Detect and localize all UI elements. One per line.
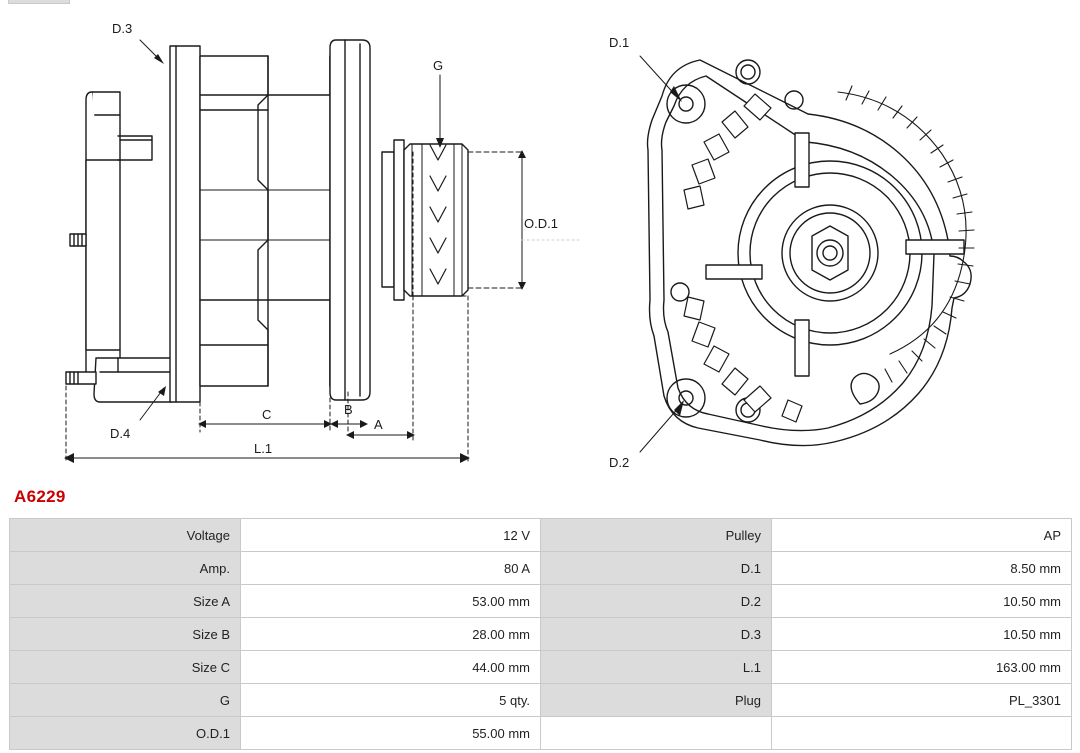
spec-key: D.2 — [541, 585, 772, 618]
part-number: A6229 — [14, 487, 66, 506]
spec-key: Size B — [10, 618, 241, 651]
spec-value: 10.50 mm — [772, 618, 1072, 651]
spec-value: 12 V — [241, 519, 541, 552]
spec-value: 44.00 mm — [241, 651, 541, 684]
spec-value: 8.50 mm — [772, 552, 1072, 585]
spec-value: 10.50 mm — [772, 585, 1072, 618]
table-row — [10, 618, 1072, 651]
spec-table-body — [10, 519, 1072, 750]
specifications-table — [9, 518, 1072, 750]
spec-key: Size C — [10, 651, 241, 684]
table-row — [10, 519, 1072, 552]
table-row — [10, 717, 1072, 750]
callout-g-label: G — [433, 58, 444, 73]
spec-key: D.3 — [541, 618, 772, 651]
spec-key: L.1 — [541, 651, 772, 684]
spec-key: G — [10, 684, 241, 717]
spec-key: Voltage — [10, 519, 241, 552]
spec-key: O.D.1 — [10, 717, 241, 750]
callout-c-label: C — [262, 407, 272, 422]
callout-a-label: A — [374, 417, 383, 432]
alternator-front-view — [648, 60, 975, 446]
spec-key: Amp. — [10, 552, 241, 585]
callout-od1-label: O.D.1 — [524, 216, 558, 231]
callout-d3-label: D.3 — [112, 21, 133, 36]
table-row — [10, 585, 1072, 618]
callout-b-label: B — [344, 402, 353, 417]
spec-value: 80 A — [241, 552, 541, 585]
callout-d1-label: D.1 — [609, 35, 630, 50]
spec-value: 5 qty. — [241, 684, 541, 717]
spec-value: AP — [772, 519, 1072, 552]
spec-key: Plug — [541, 684, 772, 717]
table-row — [10, 651, 1072, 684]
callout-l1-label: L.1 — [254, 441, 273, 456]
table-row — [10, 552, 1072, 585]
table-row — [10, 684, 1072, 717]
alternator-side-view — [66, 40, 468, 402]
spec-key-empty — [541, 717, 772, 750]
spec-key: Pulley — [541, 519, 772, 552]
spec-value: PL_3301 — [772, 684, 1072, 717]
callout-d2-label: D.2 — [609, 455, 630, 470]
spec-value: 28.00 mm — [241, 618, 541, 651]
spec-value-empty — [772, 717, 1072, 750]
spec-key: Size A — [10, 585, 241, 618]
spec-value: 55.00 mm — [241, 717, 541, 750]
callout-d4-label: D.4 — [110, 426, 131, 441]
spec-key: D.1 — [541, 552, 772, 585]
spec-value: 163.00 mm — [772, 651, 1072, 684]
spec-value: 53.00 mm — [241, 585, 541, 618]
